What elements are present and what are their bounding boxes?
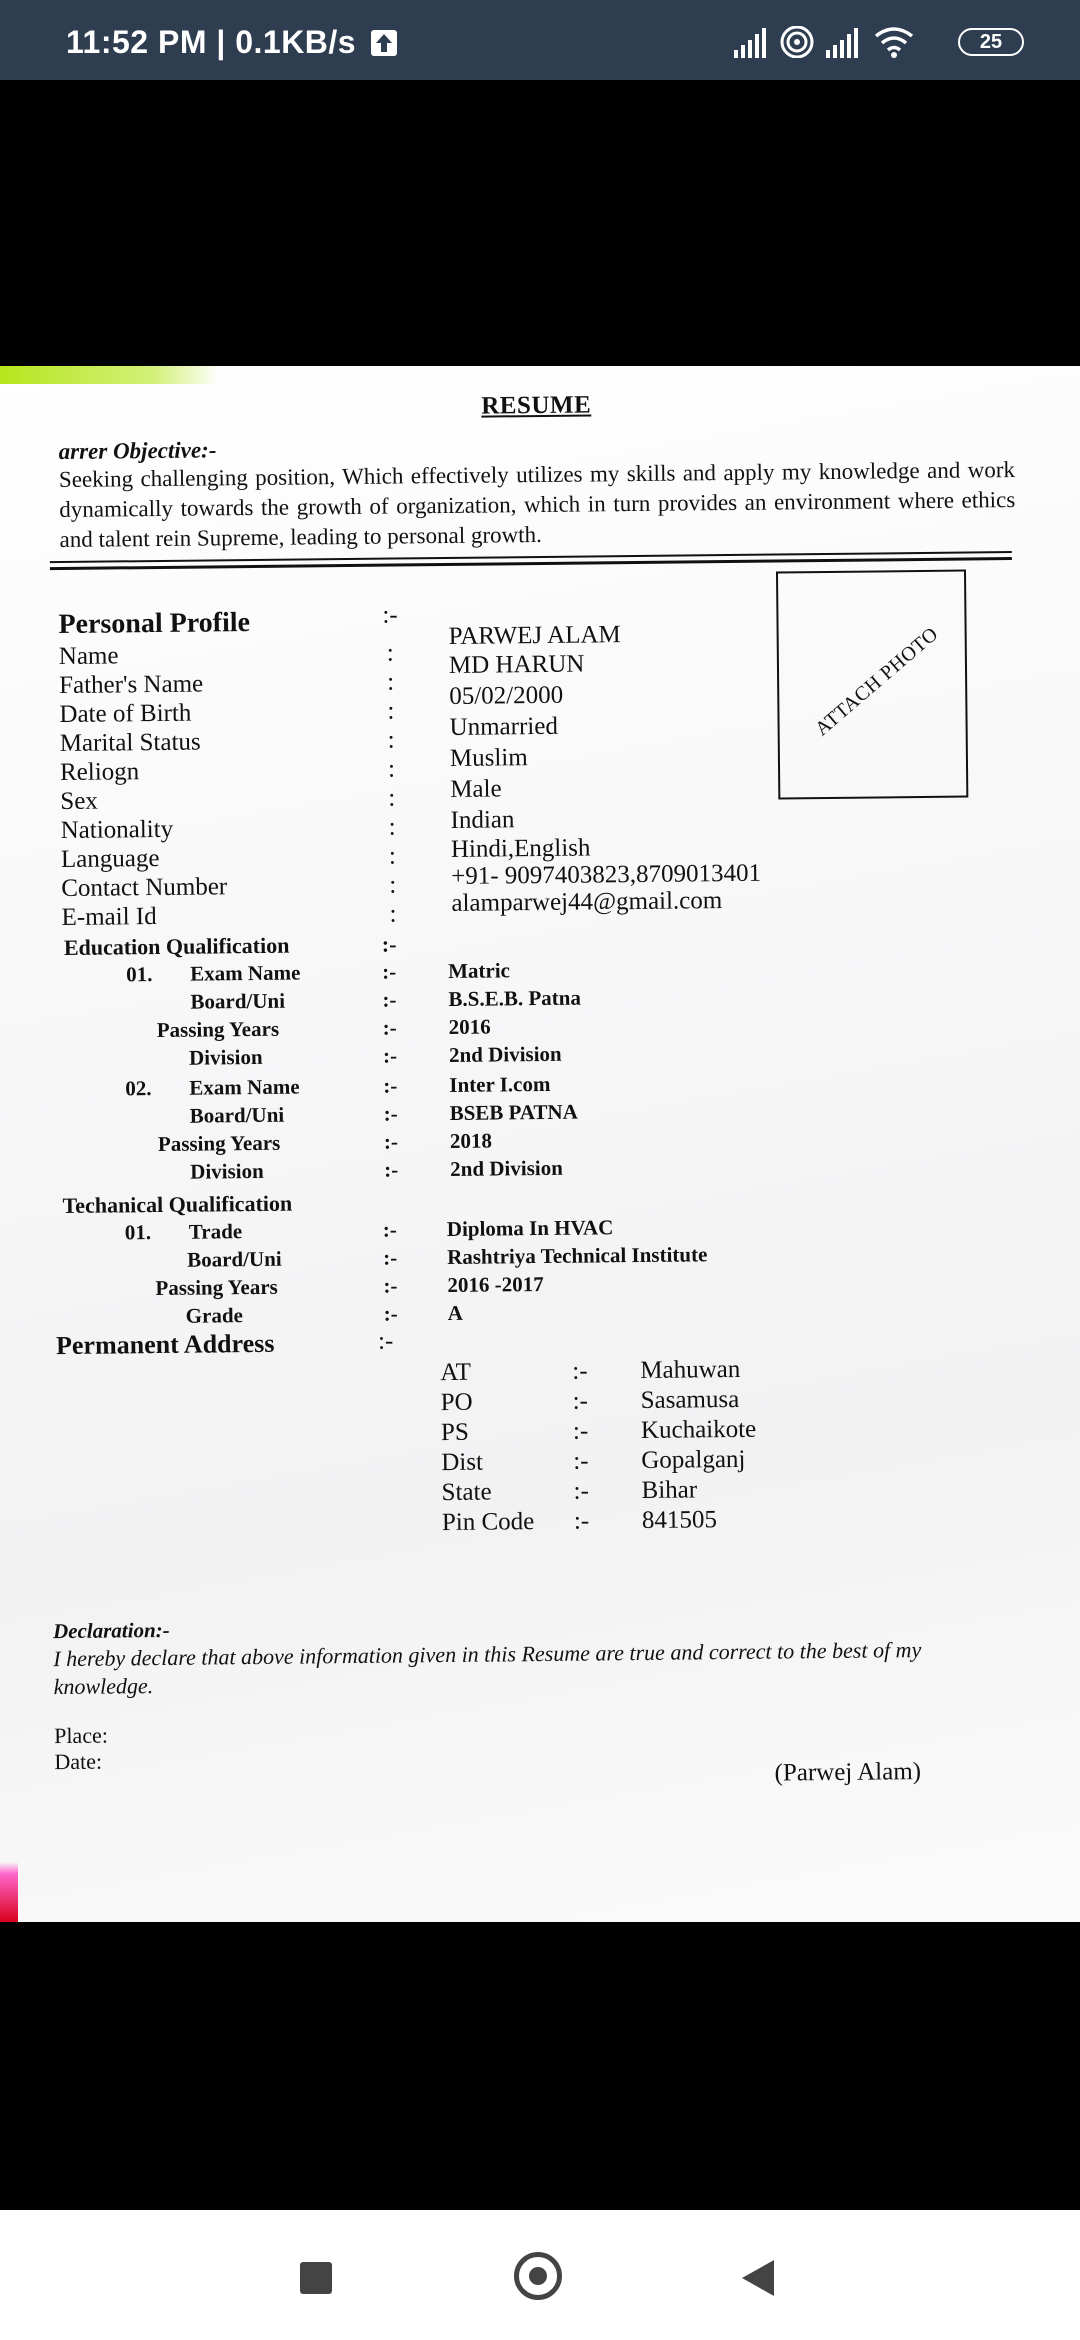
status-bar bbox=[0, 0, 1080, 80]
field-value: PARWEJ ALAM bbox=[448, 621, 621, 650]
field-label: Pin Code bbox=[441, 1508, 535, 1537]
separator: : bbox=[388, 813, 396, 841]
field-label: AT bbox=[440, 1358, 472, 1387]
field-value: 2nd Division bbox=[448, 1041, 562, 1067]
separator: :- bbox=[382, 959, 397, 984]
resume-title: RESUME bbox=[481, 391, 592, 420]
field-value: 2016 bbox=[448, 1014, 491, 1039]
entry-number: 01. bbox=[124, 1220, 152, 1245]
separator: :- bbox=[381, 931, 397, 957]
separator: :- bbox=[377, 1327, 394, 1355]
field-label: Exam Name bbox=[190, 960, 301, 986]
separator: : bbox=[387, 755, 396, 783]
field-value: Muslim bbox=[449, 744, 528, 772]
home-dot-icon bbox=[529, 2267, 547, 2285]
separator: :- bbox=[572, 1387, 589, 1415]
separator: :- bbox=[383, 1129, 399, 1154]
separator: : bbox=[389, 871, 397, 899]
signal-icon bbox=[734, 26, 770, 58]
separator: :- bbox=[383, 1273, 398, 1298]
entry-number: 02. bbox=[125, 1076, 152, 1101]
field-label: State bbox=[441, 1478, 492, 1507]
field-value: MD HARUN bbox=[448, 650, 585, 679]
battery-level: 25 bbox=[979, 31, 1003, 53]
separator: :- bbox=[382, 1043, 398, 1068]
field-value: 2018 bbox=[449, 1128, 493, 1153]
field-value: 05/02/2000 bbox=[449, 681, 564, 710]
battery-icon bbox=[958, 28, 1024, 56]
field-label: Date of Birth bbox=[59, 699, 192, 729]
separator: : bbox=[387, 726, 395, 754]
declaration-heading: Declaration:- bbox=[52, 1617, 170, 1644]
personal-profile-title: Personal Profile bbox=[58, 607, 251, 641]
field-value: BSEB PATNA bbox=[449, 1099, 578, 1125]
separator: :- bbox=[573, 1447, 589, 1475]
separator: : bbox=[386, 639, 394, 667]
field-value: alamparwej44@gmail.com bbox=[451, 887, 723, 917]
field-label: PO bbox=[440, 1388, 473, 1417]
objective-text: Seeking challenging position, Which effectively utilizes my skills and apply my knowledge and work dynamically towards the growth of organization, which in turn provides an environment where ethics and talent rein Supreme, leading to personal growth. bbox=[58, 457, 1016, 553]
field-value: Hindi,English bbox=[450, 834, 591, 863]
separator: :- bbox=[382, 601, 398, 629]
field-label: Board/Uni bbox=[189, 1102, 285, 1128]
place-label: Place: bbox=[53, 1722, 109, 1749]
field-label: E-mail Id bbox=[61, 903, 157, 932]
home-button[interactable] bbox=[514, 2252, 562, 2300]
declaration-text: I hereby declare that above information given in this Resume are true and correct to the best of my knowledge. bbox=[53, 1637, 922, 1700]
separator: : bbox=[387, 697, 395, 725]
field-label: Division bbox=[190, 1158, 264, 1184]
separator: : bbox=[388, 784, 396, 812]
field-value: Unmarried bbox=[449, 712, 559, 741]
separator: :- bbox=[384, 1157, 399, 1182]
field-label: Division bbox=[188, 1044, 263, 1070]
field-value: Sasamusa bbox=[640, 1385, 740, 1414]
field-label: Name bbox=[58, 642, 119, 671]
field-value: Rashtriya Technical Institute bbox=[447, 1242, 708, 1269]
navigation-bar bbox=[0, 2210, 1080, 2340]
separator: :- bbox=[382, 1015, 397, 1040]
field-label: Passing Years bbox=[157, 1130, 281, 1157]
field-value: Indian bbox=[450, 806, 515, 834]
technical-title: Techanical Qualification bbox=[62, 1190, 293, 1219]
field-value: Gopalganj bbox=[641, 1445, 746, 1474]
education-title: Education Qualification bbox=[63, 932, 290, 960]
field-label: PS bbox=[440, 1418, 469, 1447]
field-value: 2016 -2017 bbox=[447, 1271, 544, 1297]
field-value: Bihar bbox=[641, 1476, 698, 1504]
photo-placeholder bbox=[776, 570, 968, 800]
field-value: 2nd Division bbox=[450, 1155, 563, 1181]
field-label: Passing Years bbox=[156, 1016, 280, 1043]
separator: :- bbox=[383, 1301, 398, 1326]
separator: :- bbox=[382, 1217, 397, 1242]
separator: :- bbox=[572, 1417, 589, 1445]
wifi-icon bbox=[874, 26, 914, 58]
field-value: Kuchaikote bbox=[640, 1415, 757, 1444]
field-value: B.S.E.B. Patna bbox=[448, 985, 582, 1011]
status-icons bbox=[734, 26, 1024, 58]
separator: :- bbox=[382, 987, 397, 1012]
recent-apps-button[interactable] bbox=[300, 2262, 332, 2294]
field-value: Diploma In HVAC bbox=[446, 1215, 614, 1242]
separator: :- bbox=[383, 1073, 398, 1098]
separator: :- bbox=[383, 1101, 398, 1126]
field-value: Mahuwan bbox=[640, 1355, 741, 1384]
separator: :- bbox=[573, 1507, 590, 1535]
field-value: Matric bbox=[448, 958, 511, 983]
field-label: Trade bbox=[188, 1219, 243, 1244]
separator: : bbox=[386, 668, 395, 696]
field-value: Inter I.com bbox=[449, 1071, 551, 1097]
field-value: A bbox=[447, 1300, 464, 1325]
field-value: Male bbox=[450, 775, 502, 803]
field-label: Exam Name bbox=[189, 1074, 300, 1100]
field-value: 841505 bbox=[641, 1506, 718, 1534]
field-label: Nationality bbox=[60, 815, 174, 845]
separator: :- bbox=[572, 1357, 588, 1385]
separator: :- bbox=[383, 1245, 398, 1270]
field-label: Passing Years bbox=[155, 1274, 278, 1301]
separator: : bbox=[388, 842, 397, 870]
field-label: Reliogn bbox=[59, 758, 140, 787]
status-time bbox=[66, 24, 397, 61]
field-label: Language bbox=[60, 844, 160, 874]
field-label: Contact Number bbox=[61, 873, 228, 903]
signature-name: (Parwej Alam) bbox=[774, 1758, 922, 1787]
wifi-icon bbox=[780, 26, 814, 58]
field-label: Marital Status bbox=[59, 728, 201, 758]
field-value: +91- 9097403823,8709013401 bbox=[451, 859, 762, 890]
entry-number: 01. bbox=[126, 962, 153, 987]
resume-document bbox=[0, 366, 1080, 1922]
status-time-text: 11:52 PM | 0.1KB/s bbox=[66, 24, 357, 60]
field-label: Grade bbox=[185, 1303, 244, 1328]
back-button[interactable] bbox=[742, 2260, 774, 2296]
date-label: Date: bbox=[54, 1748, 103, 1775]
separator: : bbox=[389, 900, 397, 928]
upload-icon bbox=[371, 30, 397, 56]
objective-heading: arrer Objective:- bbox=[58, 437, 217, 465]
separator: :- bbox=[573, 1477, 590, 1505]
field-label: Sex bbox=[60, 787, 98, 816]
photo-label: ATTACH PHOTO bbox=[810, 622, 943, 741]
signal-icon bbox=[826, 26, 862, 58]
field-label: Dist bbox=[441, 1448, 484, 1477]
field-label: Board/Uni bbox=[190, 988, 286, 1014]
resume-content bbox=[0, 366, 1080, 1922]
field-label: Board/Uni bbox=[187, 1246, 282, 1272]
field-label: Father's Name bbox=[58, 670, 204, 700]
address-title: Permanent Address bbox=[55, 1328, 275, 1361]
